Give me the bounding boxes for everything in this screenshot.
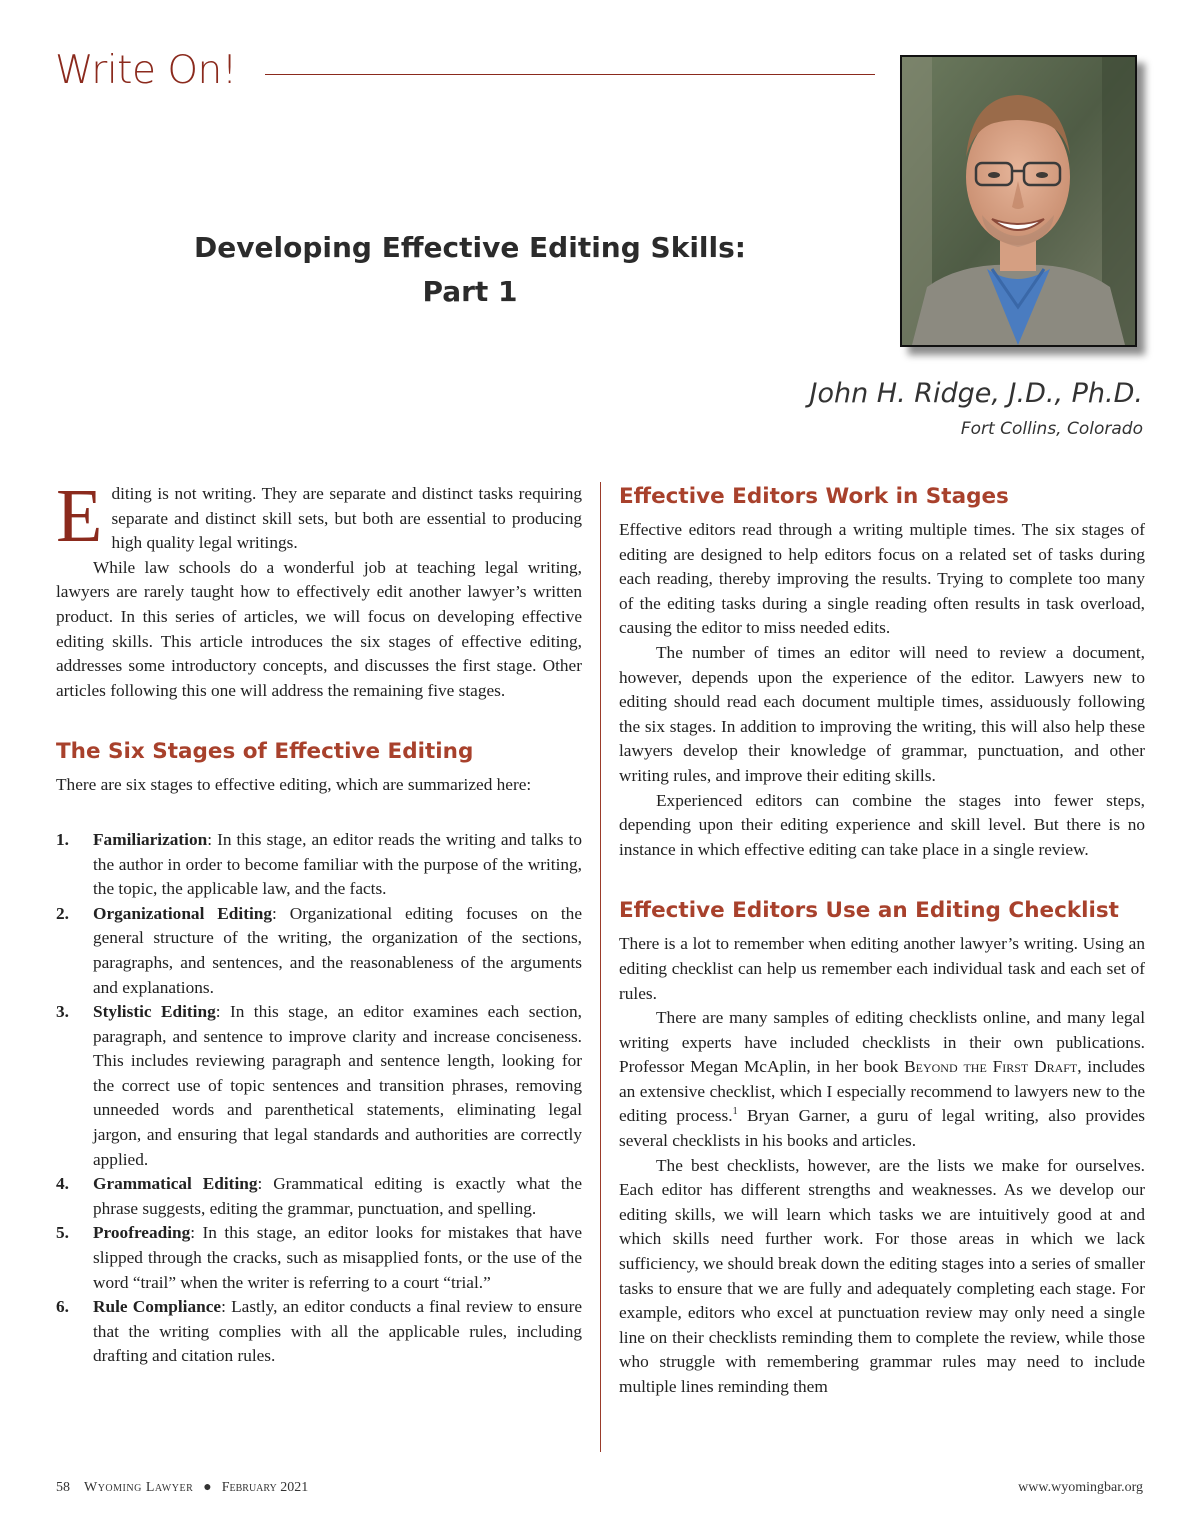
article-headline <box>170 226 770 314</box>
left-column <box>56 474 582 1369</box>
intro-paragraph-1-text: diting is not writing. They are separate and distinct tasks requiring separate and distinct skill sets, but both are essential to producing high quality legal writings. <box>111 484 582 553</box>
stage-item <box>56 1000 582 1172</box>
page-number: 58 <box>56 1480 70 1495</box>
book-title: Beyond the First Draft <box>904 1057 1078 1077</box>
stage-number: 4. <box>56 1174 69 1194</box>
stage-item <box>56 1172 582 1221</box>
checklist-section-heading: Effective Editors Use an Editing Checklist <box>619 898 1119 924</box>
column-divider <box>600 482 601 1452</box>
checklist-paragraph-2-c: Bryan Garner, a guru of legal writing, also provides several checklists in his books and articles. <box>619 1106 1145 1151</box>
stage-text: : In this stage, an editor examines each section, paragraph, and sentence to improve clarity and increase conciseness. This includes reviewing paragraph and sentence length, looking for the correct use of topic sentences and transition phrases, removing unneeded words and parenthetical statements, eliminating legal jargon, and ensuring that legal standards and authorities are correctly applied. <box>93 1002 582 1169</box>
footer-separator: ● <box>203 1480 212 1495</box>
stages-paragraph-3: Experienced editors can combine the stages into fewer steps, depending upon their editing experience and skill level. But there is no instance in which effective editing can take place in a single review. <box>619 790 1145 859</box>
stage-term: Stylistic Editing <box>93 1002 216 1022</box>
stage-item <box>56 902 582 1000</box>
six-stages-heading: The Six Stages of Effective Editing <box>56 739 474 765</box>
stage-term: Proofreading <box>93 1223 191 1243</box>
author-location: Fort Collins, Colorado <box>960 419 1143 439</box>
stage-text: : Grammatical editing is exactly what the phrase suggests, editing the grammar, punctuation, and spelling. <box>93 1174 582 1218</box>
checklist-paragraph-2 <box>619 1006 1145 1154</box>
stage-text: : Lastly, an editor conducts a final review to ensure that the writing complies with all the applicable rules, including drafting and citation rules. <box>93 1297 582 1366</box>
right-column <box>619 482 1145 1400</box>
stage-item <box>56 828 582 902</box>
stage-term: Organizational Editing <box>93 903 273 923</box>
six-stages-lead: There are six stages to effective editing, which are summarized here: <box>56 775 532 795</box>
author-photo <box>900 55 1137 347</box>
footer-left <box>56 1480 308 1496</box>
six-stages-list <box>56 828 582 1369</box>
stage-term: Familiarization <box>93 829 208 849</box>
footnote-marker[interactable]: 1 <box>732 1106 738 1118</box>
intro-paragraph-1 <box>56 474 582 558</box>
column-title: Write On! <box>55 48 237 93</box>
stages-section-heading: Effective Editors Work in Stages <box>619 484 1009 509</box>
headline-line-2: Part 1 <box>422 275 518 308</box>
stage-number: 5. <box>56 1223 69 1243</box>
issue-date: February 2021 <box>221 1480 309 1495</box>
stage-term: Grammatical Editing <box>93 1174 258 1194</box>
checklist-paragraph-1: There is a lot to remember when editing another lawyer’s writing. Using an editing checklist can help us remember each individual task and each set of rules. <box>619 934 1145 1003</box>
stage-term: Rule Compliance <box>93 1297 222 1317</box>
checklist-paragraph-3: The best checklists, however, are the lists we make for ourselves. Each editor has different strengths and weaknesses. As we develop our editing skills, we will learn which tasks we are intuitively good at and which skills need further work. For those areas in which we lack sufficiency, we should break down the editing stages into a series of smaller tasks to ensure that we are fully and adequately completing each stage. For example, editors who excel at punctuation review may only need a single line on their checklists reminding them to complete the review, while those who struggle with remembering grammar rules may need to include multiple lines reminding them <box>619 1155 1145 1396</box>
checklist-paragraph-2-b: , includes an extensive checklist, which I especially recommend to lawyers new to the editing process. <box>619 1057 1146 1126</box>
stage-number: 1. <box>56 829 69 849</box>
intro-paragraph-2: While law schools do a wonderful job at teaching legal writing, lawyers are rarely taught how to effectively edit another lawyer’s written product. In this series of articles, we will focus on developing effective editing skills. This article introduces the six stages of effective editing, addresses some introductory concepts, and discusses the first stage. Other articles following this one will address the remaining five stages. <box>56 557 582 700</box>
drop-cap: E <box>56 474 103 558</box>
website-link[interactable]: www.wyomingbar.org <box>1018 1480 1143 1495</box>
magazine-name: Wyoming Lawyer <box>84 1480 194 1495</box>
stage-number: 6. <box>56 1297 69 1317</box>
checklist-paragraph-2-a: There are many samples of editing checklists online, and many legal writing experts have included checklists in their own publications. Professor Megan McAplin, in her book <box>619 1008 1145 1077</box>
stages-paragraph-2: The number of times an editor will need to review a document, however, depends upon the experience of the editor. Lawyers new to editing should read each document multiple times, assiduously following the six stages. In addition to improving the writing, this will also help these lawyers develop their knowledge of grammar, punctuation, and other writing rules, and improve their editing skills. <box>619 642 1145 785</box>
headline-line-1: Developing Effective Editing Skills: <box>194 231 746 264</box>
author-name: John H. Ridge, J.D., Ph.D. <box>809 378 1143 409</box>
stage-text: : Organizational editing focuses on the general structure of the writing, the organization of the sections, paragraphs, and sentences, and the reasonableness of the arguments and explanations. <box>93 903 582 997</box>
stage-number: 3. <box>56 1002 69 1022</box>
author-portrait-image <box>902 57 1135 345</box>
stages-paragraph-1: Effective editors read through a writing multiple times. The six stages of editing are designed to help editors focus on a related set of tasks during each reading, thereby improving the results. Trying to complete too many of the editing tasks during a single reading often results in task overload, causing the editor to miss needed edits. <box>619 520 1145 638</box>
stage-text: : In this stage, an editor looks for mistakes that have slipped through the cracks, such as misapplied fonts, or the use of the word “trail” when the writer is referring to a court “trial.” <box>93 1223 582 1292</box>
stage-number: 2. <box>56 903 69 923</box>
stage-item <box>56 1295 582 1369</box>
stage-item <box>56 1221 582 1295</box>
stage-text: : In this stage, an editor reads the writing and talks to the author in order to become familiar with the purpose of the writing, the topic, the applicable law, and the facts. <box>93 829 582 899</box>
title-rule <box>265 74 875 75</box>
